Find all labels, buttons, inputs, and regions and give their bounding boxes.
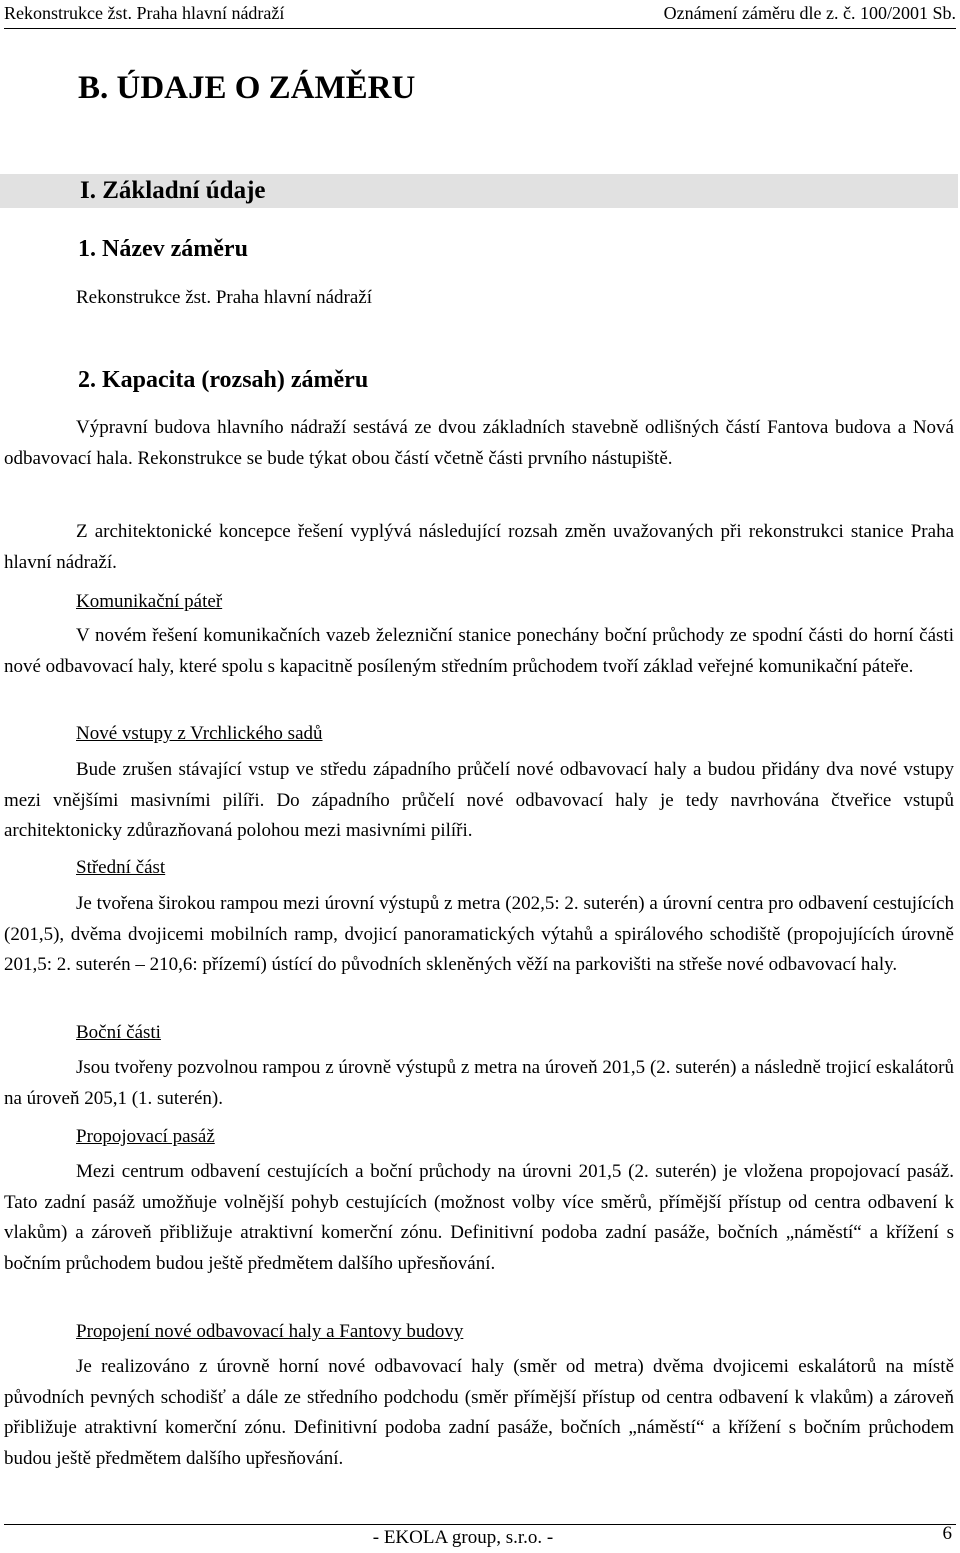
bocni-casti-text: Jsou tvořeny pozvolnou rampou z úrovně výstupů z metra na úroveň 201,5 (2. suterén) a následně trojicí eskalátorů na úroveň 205,1 (1. suterén). (4, 1057, 954, 1109)
nove-vstupy-text: Bude zrušen stávající vstup ve středu západního průčelí nové odbavovací haly a budou přidány dva nové vstupy mezi vnějšími masivními pilíři. Do západního průčelí nové odbavovací haly je tedy navrhována čtveřice vstupů architektonicky zdůrazňovaná polohou mezi masivními pilíři. (4, 759, 954, 841)
stredni-cast-title: Střední část (76, 857, 166, 878)
heading-nazev-zameru: 1. Název záměru (78, 236, 248, 262)
bocni-casti-title: Boční části (76, 1022, 161, 1043)
page-header (4, 0, 956, 29)
kapacita-paragraph-1: Výpravní budova hlavního nádraží sestává ze dvou základních stavebně odlišných částí Fantova budova a Nová odbavovací hala. Rekonstrukce se bude týkat obou částí včetně části prvního nástupiště. (4, 417, 954, 469)
propojovaci-pasaz-title: Propojovací pasáž (76, 1126, 215, 1147)
kapacita-paragraph-2: Z architektonické koncepce řešení vyplývá následující rozsah změn uvažovaných při rekonstrukci stanice Praha hlavní nádraží. (4, 521, 954, 573)
section-title: B. ÚDAJE O ZÁMĚRU (78, 70, 416, 106)
page-number: 6 (942, 1523, 952, 1544)
komunikacni-pater-text: V novém řešení komunikačních vazeb železniční stanice ponechány boční průchody ze spodní části do horní části nové odbavovací haly, které spolu s kapacitně posíleným středním průchodem tvoří základ veřejné komunikační páteře. (4, 625, 954, 677)
heading-kapacita-zameru: 2. Kapacita (rozsah) záměru (78, 367, 369, 393)
header-document-type: Oznámení záměru dle z. č. 100/2001 Sb. (663, 3, 956, 23)
komunikacni-pater-title: Komunikační páteř (76, 591, 223, 612)
propojeni-fantovy-title: Propojení nové odbavovací haly a Fantovy budovy (76, 1321, 464, 1342)
propojeni-fantovy-text: Je realizováno z úrovně horní nové odbavovací haly (směr od metra) dvěma dvojicemi eskalátorů na místě původních pevných schodišť a dále ze středního podchodu (směr přímější přístup od centra odbavení k vlakům) a zároveň přibližuje atraktivní komerční zónu. Definitivní podoba zadní pasáže, bočních „náměstí“ a křížení s bočním průchodem budou ještě předmětem dalšího upřesňování. (4, 1356, 954, 1469)
nazev-zameru-text: Rekonstrukce žst. Praha hlavní nádraží (76, 287, 372, 308)
stredni-cast-text: Je tvořena širokou rampou mezi úrovní výstupů z metra (202,5: 2. suterén) a úrovní centra pro odbavení cestujících (201,5), dvěma dvojicemi mobilních ramp, dvojicí panoramatických výtahů a spirálového schodiště (propojujících úrovně 201,5: 2. suterén – 210,6: přízemí) ústící do původních skleněných věží na parkovišti na střeše nové odbavovací haly. (4, 893, 954, 975)
footer-rule (4, 1524, 956, 1525)
footer-company: - EKOLA group, s.r.o. - (372, 1527, 554, 1548)
header-document-title: Rekonstrukce žst. Praha hlavní nádraží (4, 3, 285, 23)
nove-vstupy-title: Nové vstupy z Vrchlického sadů (76, 723, 323, 744)
subsection-title: I. Základní údaje (80, 177, 266, 204)
propojovaci-pasaz-text: Mezi centrum odbavení cestujících a boční průchody na úrovni 201,5 (2. suterén) je vložena propojovací pasáž. Tato zadní pasáž umožňuje volnější pohyb cestujících (možnost volby více směrů, přímější přístup od centra odbavení k vlakům) a zároveň přibližuje atraktivní komerční zónu. Definitivní podoba zadní pasáže, bočních „náměstí“ a křížení s bočním průchodem budou ještě předmětem dalšího upřesňování. (4, 1161, 954, 1274)
